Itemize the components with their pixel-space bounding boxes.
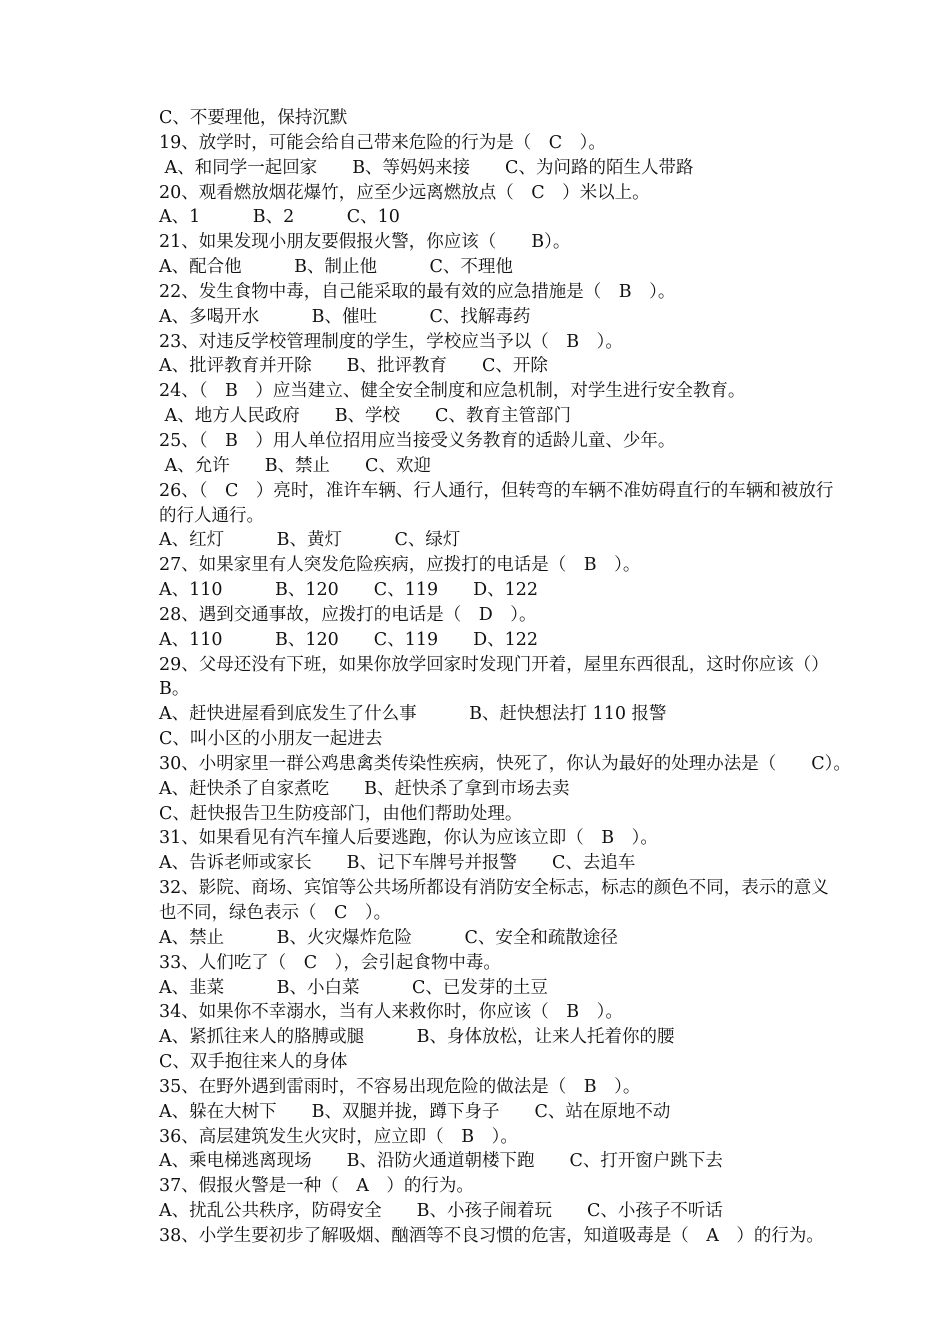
- text-line: A、批评教育并开除 B、批评教育 C、开除: [159, 356, 548, 377]
- text-line: C、不要理他，保持沉默: [159, 108, 348, 128]
- text-line: C、赶快报告卫生防疫部门，由他们帮助处理。: [159, 803, 523, 824]
- text-line: 38、小学生要初步了解吸烟、酗酒等不良习惯的危害，知道吸毒是（ A ）的行为。: [159, 1225, 824, 1246]
- text-line: 33、人们吃了（ C ），会引起食物中毒。: [159, 952, 501, 973]
- text-line: 22、发生食物中毒，自己能采取的最有效的应急措施是（ B ）。: [159, 281, 676, 302]
- text-line: 的行人通行。: [159, 505, 264, 526]
- text-line: B。: [159, 679, 190, 700]
- text-line: A、扰乱公共秩序，防碍安全 B、小孩子闹着玩 C、小孩子不听话: [159, 1201, 723, 1222]
- text-line: 30、小明家里一群公鸡患禽类传染性疾病，快死了，你认为最好的处理办法是（ C）。: [159, 753, 851, 774]
- text-line: 29、父母还没有下班，如果你放学回家时发现门开着，屋里东西很乱，这时你应该（）: [159, 654, 829, 675]
- text-line: A、多喝开水 B、催吐 C、找解毒药: [159, 306, 531, 327]
- text-line: C、双手抱往来人的身体: [159, 1052, 348, 1073]
- text-line: 37、假报火警是一种（ A ）的行为。: [159, 1176, 474, 1197]
- text-line: A、躲在大树下 B、双腿并拢，蹲下身子 C、站在原地不动: [159, 1101, 671, 1122]
- text-line: 31、如果看见有汽车撞人后要逃跑，你认为应该立即（ B ）。: [159, 828, 658, 849]
- text-line: 27、如果家里有人突发危险疾病，应拨打的电话是（ B ）。: [159, 555, 641, 576]
- text-line: A、1 B、2 C、10: [159, 207, 400, 228]
- text-line: C、叫小区的小朋友一起进去: [159, 729, 383, 750]
- text-line: 26、（ C ）亮时，准许车辆、行人通行，但转弯的车辆不准妨碍直行的车辆和被放行: [159, 480, 834, 501]
- text-line: A、韭菜 B、小白菜 C、已发芽的土豆: [159, 977, 548, 998]
- text-line: A、地方人民政府 B、学校 C、教育主管部门: [159, 406, 571, 427]
- text-line: A、红灯 B、黄灯 C、绿灯: [159, 530, 461, 551]
- text-line: 32、影院、商场、宾馆等公共场所都设有消防安全标志，标志的颜色不同，表示的意义: [159, 878, 829, 899]
- text-line: 也不同，绿色表示（ C ）。: [159, 903, 392, 923]
- text-line: A、110 B、120 C、119 D、122: [159, 629, 539, 650]
- text-line: A、110 B、120 C、119 D、122: [159, 580, 539, 601]
- text-line: A、和同学一起回家 B、等妈妈来接 C、为问路的陌生人带路: [159, 157, 694, 178]
- text-line: A、配合他 B、制止他 C、不理他: [159, 257, 513, 278]
- text-line: 19、放学时，可能会给自己带来危险的行为是（ C ）。: [159, 132, 606, 153]
- text-line: 21、如果发现小朋友要假报火警，你应该（ B）。: [159, 232, 571, 253]
- text-line: 24、（ B ）应当建立、健全安全制度和应急机制，对学生进行安全教育。: [159, 381, 746, 402]
- text-line: 34、如果你不幸溺水，当有人来救你时，你应该（ B ）。: [159, 1002, 623, 1023]
- text-line: A、紧抓往来人的胳膊或腿 B、身体放松，让来人托着你的腰: [159, 1027, 675, 1048]
- text-line: A、赶快杀了自家煮吃 B、赶快杀了拿到市场去卖: [159, 778, 570, 799]
- text-line: A、允许 B、禁止 C、欢迎: [159, 455, 431, 476]
- document-body: [159, 106, 889, 1249]
- text-line: 25、（ B ）用人单位招用应当接受义务教育的适龄儿童、少年。: [159, 430, 676, 451]
- text-line: 28、遇到交通事故，应拨打的电话是（ D ）。: [159, 604, 537, 625]
- text-line: 35、在野外遇到雷雨时，不容易出现危险的做法是（ B ）。: [159, 1076, 641, 1097]
- text-line: A、禁止 B、火灾爆炸危险 C、安全和疏散途径: [159, 927, 618, 948]
- text-line: 36、高层建筑发生火灾时，应立即（ B ）。: [159, 1126, 518, 1147]
- text-line: A、乘电梯逃离现场 B、沿防火通道朝楼下跑 C、打开窗户跳下去: [159, 1151, 723, 1172]
- text-line: A、告诉老师或家长 B、记下车牌号并报警 C、去追车: [159, 853, 636, 874]
- text-line: A、赶快进屋看到底发生了什么事 B、赶快想法打 110 报警: [159, 704, 667, 725]
- text-line: 20、观看燃放烟花爆竹，应至少远离燃放点（ C ）米以上。: [159, 182, 650, 203]
- text-line: 23、对违反学校管理制度的学生，学校应当予以（ B ）。: [159, 331, 623, 352]
